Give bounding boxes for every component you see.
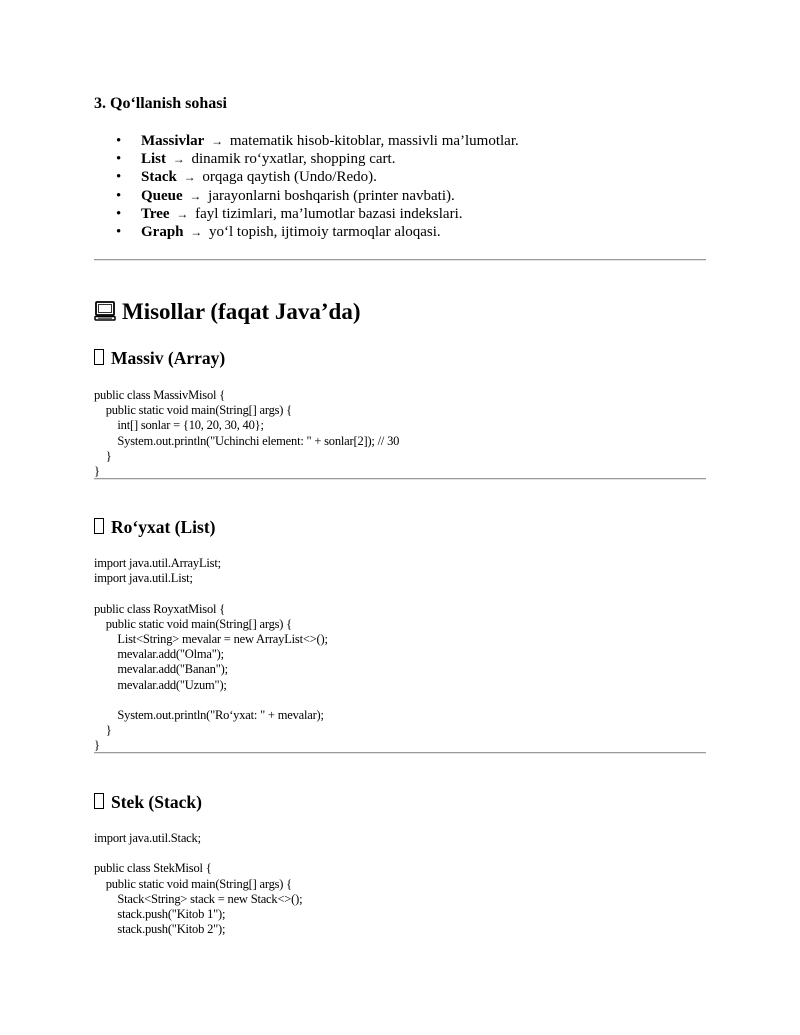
use-cases-list <box>94 132 706 241</box>
list-item: • List → dinamik ro‘yxatlar, shopping cart. <box>116 151 396 168</box>
missing-glyph-icon <box>94 793 104 809</box>
list-item: • Tree → fayl tizimlari, ma’lumotlar bazasi indekslari. <box>116 205 463 222</box>
list-item: • Queue → jarayonlarni boshqarish (printer navbati). <box>116 187 455 204</box>
list-heading: Ro‘yxat (List) <box>94 516 216 538</box>
missing-glyph-icon <box>94 518 104 534</box>
computer-icon <box>94 300 116 329</box>
stack-heading: Stek (Stack) <box>94 791 202 813</box>
list-code-block: import java.util.ArrayList; import java.util.List; public class RoyxatMisol { public static void main(String[] args) { List<String> mevalar = new ArrayList<>(); mevalar.add("Olma"); mevalar.add("Banan"); mevalar.add("Uzum"); System.out.println("Ro‘yxat: " + mevalar); } } <box>94 556 328 753</box>
list-item: • Graph → yo‘l topish, ijtimoiy tarmoqlar aloqasi. <box>116 224 441 241</box>
missing-glyph-icon <box>94 349 104 365</box>
list-item: • Massivlar → matematik hisob-kitoblar, massivli ma’lumotlar. <box>116 133 519 149</box>
list-item: • Stack → orqaga qaytish (Undo/Redo). <box>116 169 377 186</box>
examples-heading: Misollar (faqat Java’da) <box>94 298 361 329</box>
array-heading: Massiv (Array) <box>94 347 225 369</box>
divider <box>94 752 706 754</box>
section-title: 3. Qo‘llanish sohasi <box>94 95 227 112</box>
array-code-block: public class MassivMisol { public static void main(String[] args) { int[] sonlar = {10, 20, 30, 40}; System.out.println("Uchinchi element: " + sonlar[2]); // 30 } } <box>94 388 400 479</box>
divider <box>94 478 706 480</box>
stack-code-block: import java.util.Stack; public class StekMisol { public static void main(String[] args) { Stack<String> stack = new Stack<>(); stack.push("Kitob 1"); stack.push("Kitob 2"); <box>94 831 303 937</box>
divider <box>94 259 706 261</box>
